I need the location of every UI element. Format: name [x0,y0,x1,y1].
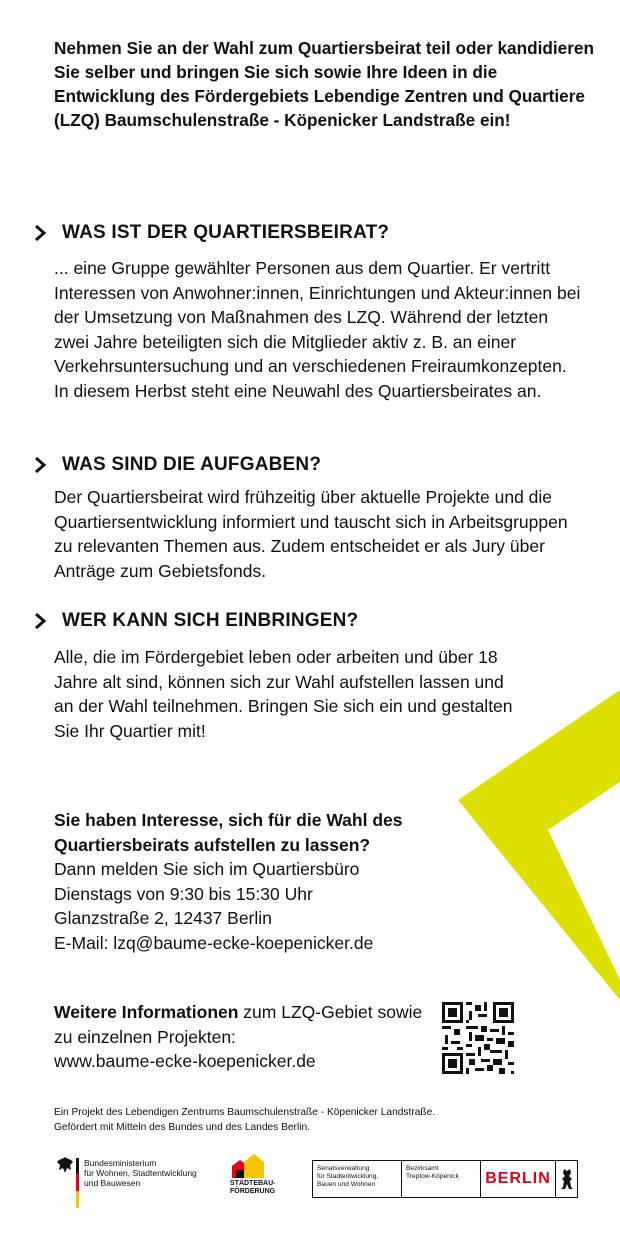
intro-text: Nehmen Sie an der Wahl zum Quartiersbeirat teil oder kandidieren Sie selber und bringen Sie sich sowie Ihre Ideen in die Entwicklung des Fördergebiets Lebendige Zentren und Quartiere (LZQ) Baumschulenstraße - Köpenicker Landstraße ein! [54,38,594,130]
contact-line-1: Dann melden Sie sich im Quartiersbüro [54,859,360,879]
footer-line-1: Ein Projekt des Lebendigen Zentrums Baumschulenstraße - Köpenicker Landstraße. [54,1107,436,1118]
footer-text [54,1105,574,1135]
houses-icon [230,1150,270,1178]
section-body-2: Der Quartiersbeirat wird frühzeitig über aktuelle Projekte und die Quartiersentwicklung informiert und tauscht sich in Arbeitsgruppen zu relevanten Themen aus. Zudem entscheidet er als Jury über Anträge zum Gebietsfonds. [54,487,568,581]
ba-line-1: Bezirksamt [406,1165,439,1172]
section-heading-2 [30,454,321,476]
sen-line-3: Bauen und Wohnen [317,1181,376,1188]
bmi-line-2: für Wohnen, Stadtentwicklung [84,1168,197,1178]
more-info-text: zum LZQ-Gebiet sowie zu einzelnen Projekten: [54,1002,423,1047]
berlin-wordmark: BERLIN [481,1161,556,1197]
berlin-bear-icon [559,1167,575,1191]
german-flag-bar [76,1158,79,1208]
contact-address: Glanzstraße 2, 12437 Berlin [54,908,272,928]
federal-eagle-icon [56,1156,74,1176]
contact-hours: Dienstags von 9:30 bis 15:30 Uhr [54,883,313,904]
bmi-line-1: Bundesministerium [84,1158,157,1168]
more-info-bold: Weitere Informationen [54,1002,239,1022]
section-body-3: Alle, die im Fördergebiet leben oder arbeiten und über 18 Jahre alt sind, können sich zur Wahl aufstellen lassen und an der Wahl teilnehmen. Bringen Sie sich ein und gestalten Sie Ihr Quartier mit! [54,647,513,741]
sbf-line-1: STÄDTEBAU- [230,1180,276,1187]
section-heading-1 [30,222,389,244]
section-heading-3 [30,610,358,632]
contact-question: Sie haben Interesse, sich für die Wahl des Quartiersbeirats aufstellen zu lassen? [54,810,403,855]
chevron-right-icon [30,454,52,476]
ba-line-2: Treptow-Köpenick [406,1173,459,1180]
section-heading-2-label: WAS SIND DIE AUFGABEN? [62,454,322,475]
sen-line-2: für Stadtentwicklung, [317,1173,379,1180]
section-heading-3-label: WER KANN SICH EINBRINGEN? [62,610,359,631]
footer-line-2: Gefördert mit Mitteln des Bundes und des Landes Berlin. [54,1122,310,1133]
section-heading-1-label: WAS IST DER QUARTIERSBEIRAT? [62,222,390,243]
chevron-right-icon [30,610,52,632]
bezirksamt-cell [402,1161,481,1197]
staedtebaufoerderung-logo [230,1150,274,1210]
sbf-line-2: FÖRDERUNG [230,1188,276,1195]
bmi-line-3: und Bauwesen [84,1178,141,1188]
contact-email[interactable]: E-Mail: lzq@baume-ecke-koepenicker.de [54,932,374,953]
qr-code [442,1002,514,1074]
bmi-logo [56,1156,206,1212]
sen-line-1: Senatsverwaltung [317,1165,370,1172]
berlin-logo-box [312,1160,578,1198]
chevron-right-icon [30,222,52,244]
contact-block [54,808,474,955]
more-info [54,1000,434,1074]
senat-cell [313,1161,402,1197]
section-body-1: ... eine Gruppe gewählter Personen aus dem Quartier. Er vertritt Interessen von Anwohner:innen, Einrichtungen und Akteur:innen bei der Umsetzung von Maßnahmen des LZQ. Während der letzten zwei Jahre beteiligten sich die Mitglieder aktiv z. B. an einer Verkehrsuntersuchung und an verschiedenen Freiraumkonzepten. In diesem Herbst steht eine Neuwahl des Quartiersbeirates an. [54,258,581,401]
website-link[interactable]: www.baume-ecke-koepenicker.de [54,1051,316,1071]
